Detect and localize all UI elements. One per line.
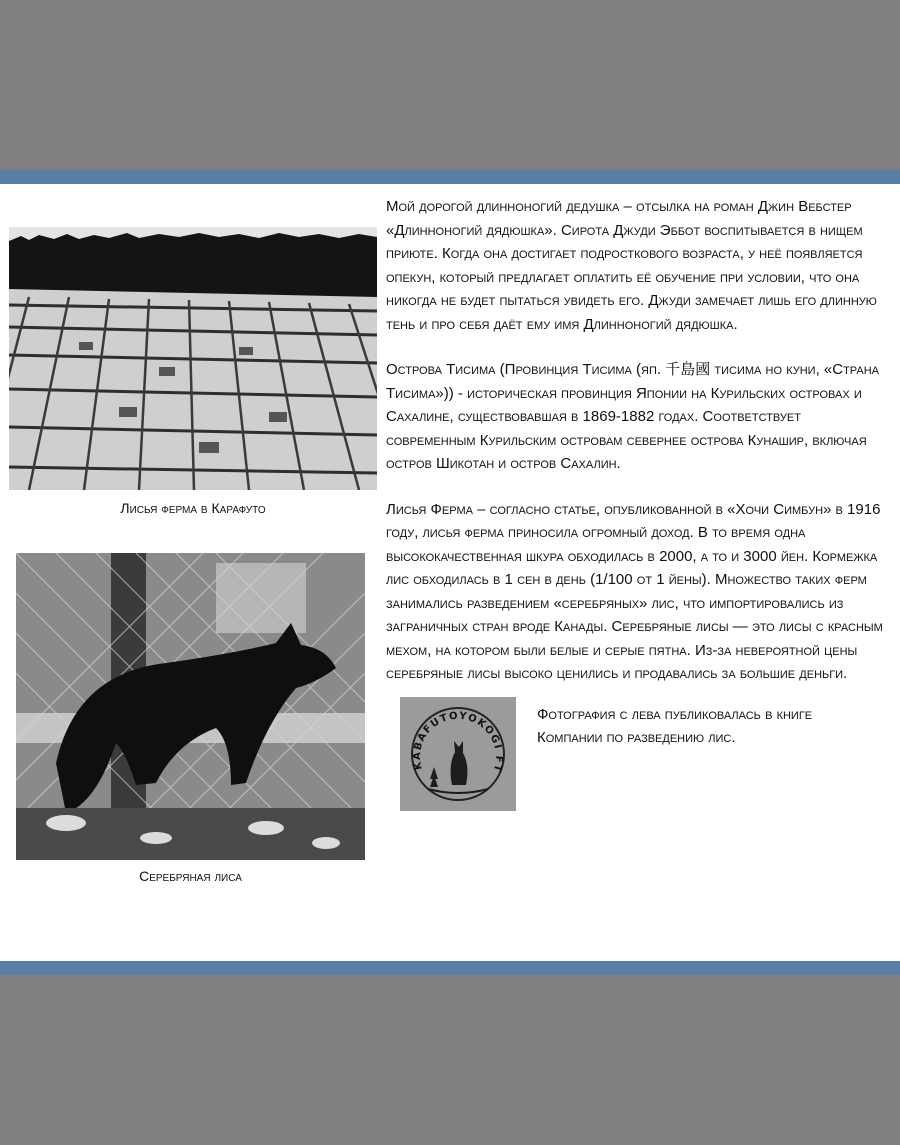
- fox-farm-caption: Лисья ферма в Карафуто: [120, 500, 266, 516]
- silver-fox-illustration: [16, 553, 365, 860]
- fox-farm-photo: [9, 227, 377, 490]
- silver-fox-photo: [16, 553, 365, 860]
- bottom-blue-band: [0, 961, 900, 975]
- svg-text:KABAFUTOYOKOGI FTD: KABAFUTOYOKOGI FT: [411, 710, 505, 775]
- paragraph-daddy-long-legs: Мой дорогой длинноногий дедушка – отсылка на роман Джин Вебстер «Длинноногий дядюшка». Сирота Джуди Эббот воспитывается в нищем приюте. Когда она достигает подросткового возраста, у неё появляется опекун, который предлагает оплатить её обучение при условии, что она никогда не будет пытаться увидеть его. Джуди замечает лишь его длинную тень и про себя даёт ему имя Длинноногий дядюшка.: [386, 198, 877, 333]
- company-seal-icon: [400, 697, 516, 811]
- top-blue-band: [0, 170, 900, 184]
- photo-note: Фотография с лева публиковалась в книге Компании по разведению лис.: [537, 706, 813, 746]
- paragraph-chishima: Острова Тисима (Провинция Тисима (яп. 千島國 тисима но куни, «Страна Тисима»)) - историческая провинция Японии на Курильских островах и Сахалине, существовавшая в 1869-1882 годах. Соответствует современным Курильским островам севернее острова Кунашир, включая остров Шикотан и остров Сахалин.: [386, 361, 880, 472]
- paragraph-fox-farm: Лисья Ферма – согласно статье, опубликованной в «Хочи Симбун» в 1916 году, лисья ферма приносила огромный доход. В то время одна высококачественная шкура обходилась в 2000, а то и 3000 йен. Кормежка лис обходилась в 1 сен в день (1/100 от 1 йены). Множество таких ферм занимались разведением «серебряных» лис, что импортировались из заграничных стран вроде Канады. Серебряные лисы — это лисы с красным мехом, на котором были белые и серые пятна. Из-за невероятной цены серебряные лисы высоко ценились и продавались за большие деньги.: [386, 500, 883, 682]
- body-text: [386, 195, 891, 708]
- company-stamp: [400, 697, 516, 811]
- silver-fox-caption: Серебряная лиса: [139, 868, 242, 884]
- fox-farm-illustration: [9, 227, 377, 490]
